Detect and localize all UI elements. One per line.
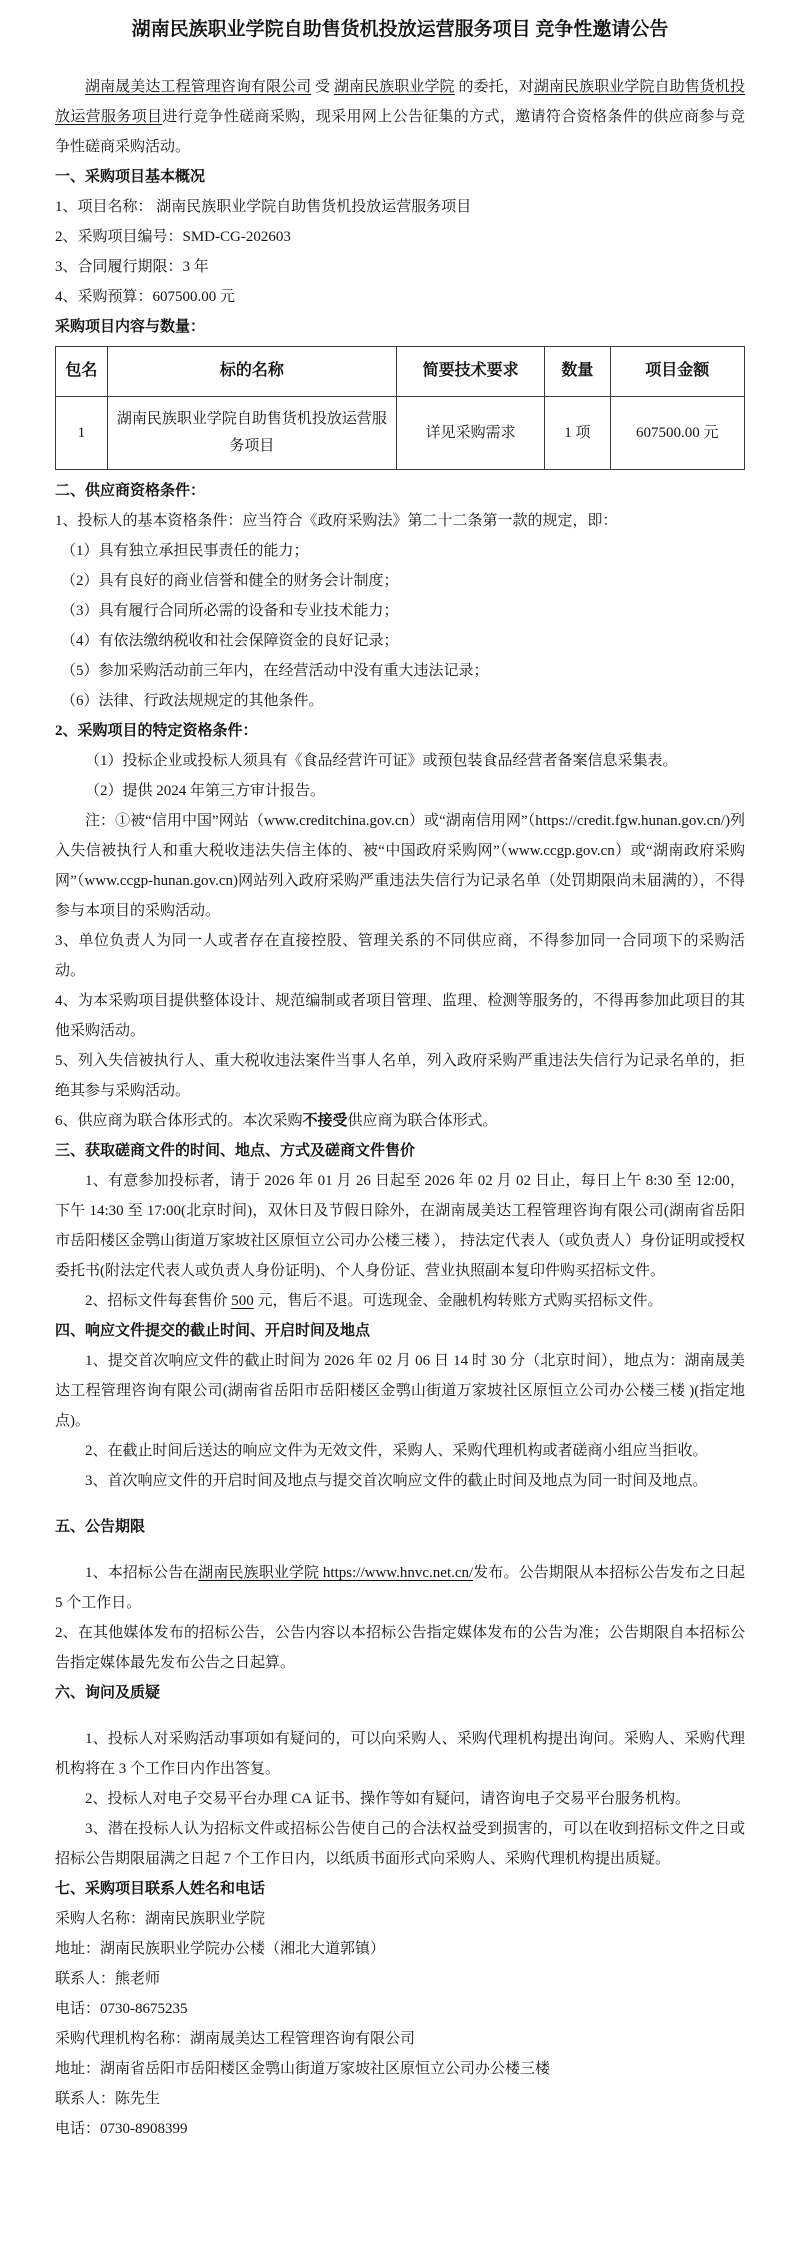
table-caption: 采购项目内容与数量： xyxy=(55,319,206,336)
consortium-rule-bold: 不接受 xyxy=(302,1113,348,1130)
purchaser-contact-line: 联系人：熊老师 xyxy=(55,1971,161,1988)
col-header-subject: 标的名称 xyxy=(107,347,396,397)
specific-qualification-sub-1: （1）投标企业或投标人须具有《食品经营许可证》或预包装食品经营者备案信息采集表。 xyxy=(85,753,678,770)
qualification-sub-3: （3）具有履行合同所必需的设备和专业技术能力； xyxy=(61,603,399,620)
opening-time-line: 3、首次响应文件的开启时间及地点与提交首次响应文件的截止时间及地点为同一时间及地点。 xyxy=(85,1473,708,1490)
qualification-sub-1: （1）具有独立承担民事责任的能力； xyxy=(61,543,309,560)
announcement-publish-post: 发布。公告期限从本招标公告发布之日起 5 个工作日。 xyxy=(55,1565,745,1612)
page-title: 湖南民族职业学院自助售货机投放运营服务项目 竞争性邀请公告 xyxy=(131,19,669,40)
agency-name-underlined: 湖南晟美达工程管理咨询有限公司 xyxy=(85,79,312,96)
announcement-publish-pre: 1、本招标公告在 xyxy=(85,1565,199,1582)
table-header-row xyxy=(56,347,745,397)
credit-note-paragraph: 注：①被“信用中国”网站（www.creditchina.gov.cn）或“湖南信用网”（https://credit.fgw.hunan.gov.cn/)列入失信被执行人和重大税收违法失信主体的、被“中国政府采购网”（www.ccgp.gov.cn）或“湖南政府采购网”（www.ccgp-hunan.gov.cn)网站列入政府采购严重违法失信行为记录名单（处罚期限尚未届满的），不得参与本项目的采购活动。 xyxy=(55,813,745,920)
project-name-line: 1、项目名称： 湖南民族职业学院自助售货机投放运营服务项目 xyxy=(55,199,472,216)
late-response-line: 2、在截止时间后送达的响应文件为无效文件，采购人、采购代理机构或者磋商小组应当拒收。 xyxy=(85,1443,708,1460)
ca-certificate-line: 2、投标人对电子交易平台办理 CA 证书、操作等如有疑问，请咨询电子交易平台服务机构。 xyxy=(85,1791,691,1808)
challenge-line: 3、潜在投标人认为招标文件或招标公告使自己的合法权益受到损害的，可以在收到招标文件之日或招标公告期限届满之日起 7 个工作日内，以纸质书面形式向采购人、采购代理机构提出质疑。 xyxy=(55,1821,745,1868)
purchaser-phone-line: 电话：0730-8675235 xyxy=(55,2001,188,2018)
agency-name-line: 采购代理机构名称：湖南晟美达工程管理咨询有限公司 xyxy=(55,2031,416,2048)
intro-paragraph xyxy=(55,72,745,162)
col-header-qty: 数量 xyxy=(545,347,610,397)
consortium-rule-pre: 6、供应商为联合体形式的。本次采购 xyxy=(55,1113,303,1130)
intro-text-1: 受 xyxy=(311,79,334,96)
consortium-rule-post: 供应商为联合体形式。 xyxy=(347,1113,498,1130)
cell-qty: 1 项 xyxy=(545,397,610,470)
purchaser-name-underlined: 湖南民族职业学院 xyxy=(333,79,455,96)
procurement-items-table xyxy=(55,346,745,470)
other-media-line: 2、在其他媒体发布的招标公告，公告内容以本招标公告指定媒体发布的公告为准；公告期限自本招标公告指定媒体最先发布公告之日起算。 xyxy=(55,1625,745,1672)
project-name-underlined: 湖南民族职业学院自助售货机投放运营服务项目 xyxy=(55,79,745,126)
same-principal-rule: 3、单位负责人为同一人或者存在直接控股、管理关系的不同供应商，不得参加同一合同项下的采购活动。 xyxy=(55,933,745,980)
specific-qualification-heading: 2、采购项目的特定资格条件： xyxy=(55,723,258,740)
announcement-publish-line xyxy=(55,1558,745,1618)
agency-phone-line: 电话：0730-8908399 xyxy=(55,2121,188,2138)
cell-tech: 详见采购需求 xyxy=(397,397,545,470)
inquiry-line: 1、投标人对采购活动事项如有疑问的，可以向采购人、采购代理机构提出询问。采购人、采购代理机构将在 3 个工作日内作出答复。 xyxy=(55,1731,745,1778)
contract-period-line: 3、合同履行期限：3 年 xyxy=(55,259,209,276)
dishonest-list-rule: 5、列入失信被执行人、重大税收违法案件当事人名单，列入政府采购严重违法失信行为记录名单的，拒绝其参与采购活动。 xyxy=(55,1053,745,1100)
document-price-underlined: 500 xyxy=(231,1293,254,1310)
table-row xyxy=(56,397,745,470)
col-header-tech: 简要技术要求 xyxy=(397,347,545,397)
qualification-sub-4: （4）有依法缴纳税收和社会保障资金的良好记录； xyxy=(61,633,399,650)
intro-text-3: 进行竞争性磋商采购，现采用网上公告征集的方式，邀请符合资格条件的供应商参与竞争性磋商采购活动。 xyxy=(55,109,745,156)
response-deadline-line: 1、提交首次响应文件的截止时间为 2026 年 02 月 06 日 14 时 30 分（北京时间），地点为：湖南晟美达工程管理咨询有限公司(湖南省岳阳市岳阳楼区金鹗山街道万家坡社区原恒立公司办公楼三楼 )(指定地点)。 xyxy=(55,1353,745,1430)
cell-amount: 607500.00 元 xyxy=(610,397,744,470)
qualification-basic-line: 1、投标人的基本资格条件：应当符合《政府采购法》第二十二条第一款的规定，即： xyxy=(55,513,618,530)
cell-subject: 湖南民族职业学院自助售货机投放运营服务项目 xyxy=(107,397,396,470)
col-header-package: 包名 xyxy=(56,347,108,397)
budget-line: 4、采购预算：607500.00 元 xyxy=(55,289,236,306)
specific-qualification-sub-2: （2）提供 2024 年第三方审计报告。 xyxy=(85,783,326,800)
qualification-sub-2: （2）具有良好的商业信誉和健全的财务会计制度； xyxy=(61,573,399,590)
col-header-amount: 项目金额 xyxy=(610,347,744,397)
section-4-heading: 四、响应文件提交的截止时间、开启时间及地点 xyxy=(55,1323,371,1340)
document-obtain-line: 1、有意参加投标者，请于 2026 年 01 月 26 日起至 2026 年 02 月 02 日止，每日上午 8:30 至 12:00，下午 14:30 至 17:00(北京时间)，双休日及节假日除外，在湖南晟美达工程管理咨询有限公司(湖南省岳阳市岳阳楼区金鹗山街道万家坡社区原恒立公司办公楼三楼 ）， 持法定代表人（或负责人）身份证明或授权委托书(附法定代表人或负责人身份证明)、个人身份证、营业执照副本复印件购买招标文件。 xyxy=(55,1173,746,1280)
design-service-rule: 4、为本采购项目提供整体设计、规范编制或者项目管理、监理、检测等服务的，不得再参加此项目的其他采购活动。 xyxy=(55,993,745,1040)
consortium-rule xyxy=(55,1106,745,1136)
qualification-sub-6: （6）法律、行政法规规定的其他条件。 xyxy=(61,693,324,710)
document-price-line xyxy=(55,1286,745,1316)
section-5-heading: 五、公告期限 xyxy=(55,1519,146,1536)
announcement-site-underlined: 湖南民族职业学院 https://www.hnvc.net.cn/ xyxy=(198,1565,474,1582)
document-price-pre: 2、招标文件每套售价 xyxy=(85,1293,232,1310)
intro-text-2: 的委托，对 xyxy=(454,79,534,96)
purchaser-name-line: 采购人名称：湖南民族职业学院 xyxy=(55,1911,266,1928)
project-number-line: 2、采购项目编号：SMD-CG-202603 xyxy=(55,229,291,246)
section-7-heading: 七、采购项目联系人姓名和电话 xyxy=(55,1881,266,1898)
section-6-heading: 六、询问及质疑 xyxy=(55,1685,161,1702)
section-3-heading: 三、获取磋商文件的时间、地点、方式及磋商文件售价 xyxy=(55,1143,416,1160)
qualification-sub-5: （5）参加采购活动前三年内，在经营活动中没有重大违法记录； xyxy=(61,663,489,680)
section-1-heading: 一、采购项目基本概况 xyxy=(55,169,206,186)
agency-address-line: 地址：湖南省岳阳市岳阳楼区金鹗山街道万家坡社区原恒立公司办公楼三楼 xyxy=(55,2061,551,2078)
document-price-post: 元，售后不退。可选现金、金融机构转账方式购买招标文件。 xyxy=(253,1293,663,1310)
section-2-heading: 二、供应商资格条件： xyxy=(55,483,206,500)
agency-contact-line: 联系人：陈先生 xyxy=(55,2091,161,2108)
cell-package: 1 xyxy=(56,397,108,470)
purchaser-address-line: 地址：湖南民族职业学院办公楼（湘北大道郭镇） xyxy=(55,1941,386,1958)
